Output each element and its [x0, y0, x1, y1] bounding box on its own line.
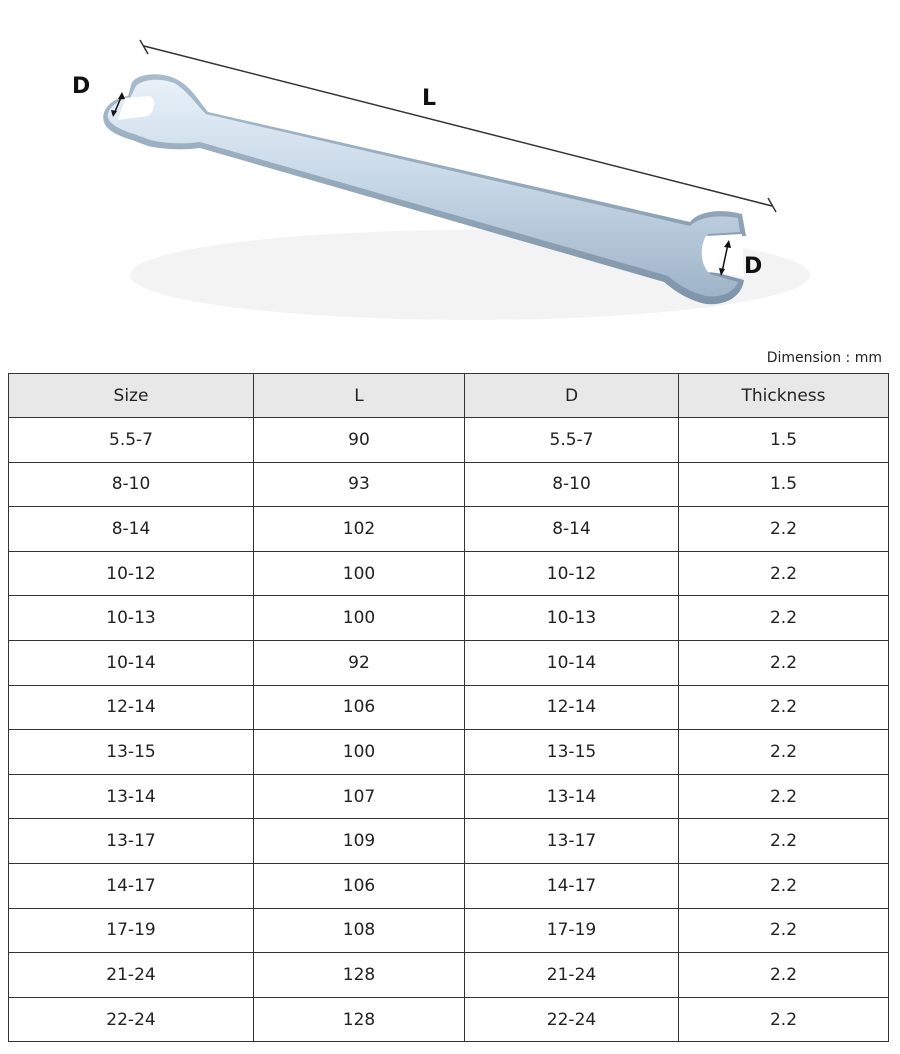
- table-row: [9, 640, 889, 685]
- cell-size: 13-14: [9, 774, 254, 819]
- cell-length: 128: [254, 953, 465, 998]
- table-row: [9, 730, 889, 775]
- table-row: [9, 507, 889, 552]
- cell-d: 22-24: [465, 997, 679, 1042]
- cell-size: 5.5-7: [9, 418, 254, 463]
- cell-size: 13-15: [9, 730, 254, 775]
- wrench-illustration: [0, 0, 900, 345]
- cell-size: 22-24: [9, 997, 254, 1042]
- cell-d: 13-15: [465, 730, 679, 775]
- cell-thickness: 2.2: [679, 774, 889, 819]
- cell-size: 10-14: [9, 640, 254, 685]
- table-row: [9, 418, 889, 463]
- cell-thickness: 1.5: [679, 418, 889, 463]
- left-jaw-label: D: [72, 74, 91, 99]
- cell-thickness: 2.2: [679, 596, 889, 641]
- cell-thickness: 2.2: [679, 819, 889, 864]
- cell-size: 14-17: [9, 863, 254, 908]
- table-row: [9, 863, 889, 908]
- table-row: [9, 819, 889, 864]
- cell-size: 21-24: [9, 953, 254, 998]
- cell-thickness: 2.2: [679, 685, 889, 730]
- header-d: D: [465, 374, 679, 418]
- length-label: L: [422, 86, 437, 111]
- cell-d: 13-14: [465, 774, 679, 819]
- table-row: [9, 685, 889, 730]
- cell-length: 100: [254, 551, 465, 596]
- cell-length: 106: [254, 863, 465, 908]
- cell-thickness: 2.2: [679, 551, 889, 596]
- cell-thickness: 2.2: [679, 997, 889, 1042]
- cell-thickness: 2.2: [679, 640, 889, 685]
- cell-d: 8-14: [465, 507, 679, 552]
- cell-size: 13-17: [9, 819, 254, 864]
- spec-table: [8, 373, 889, 1042]
- table-row: [9, 551, 889, 596]
- cell-length: 102: [254, 507, 465, 552]
- cell-length: 92: [254, 640, 465, 685]
- wrench-figure: [0, 0, 900, 345]
- cell-d: 14-17: [465, 863, 679, 908]
- cell-d: 8-10: [465, 462, 679, 507]
- header-thickness: Thickness: [679, 374, 889, 418]
- header-size: Size: [9, 374, 254, 418]
- cell-length: 100: [254, 596, 465, 641]
- table-row: [9, 997, 889, 1042]
- right-jaw-label: D: [744, 254, 763, 279]
- table-row: [9, 774, 889, 819]
- cell-d: 21-24: [465, 953, 679, 998]
- cell-d: 10-12: [465, 551, 679, 596]
- header-length: L: [254, 374, 465, 418]
- table-row: [9, 953, 889, 998]
- cell-length: 128: [254, 997, 465, 1042]
- table-row: [9, 462, 889, 507]
- cell-d: 12-14: [465, 685, 679, 730]
- table-row: [9, 908, 889, 953]
- cell-d: 17-19: [465, 908, 679, 953]
- cell-thickness: 1.5: [679, 462, 889, 507]
- cell-size: 8-10: [9, 462, 254, 507]
- cell-size: 10-12: [9, 551, 254, 596]
- cell-length: 90: [254, 418, 465, 463]
- cell-size: 10-13: [9, 596, 254, 641]
- unit-note: Dimension : mm: [766, 350, 882, 366]
- table-header-row: [9, 374, 889, 418]
- cell-thickness: 2.2: [679, 730, 889, 775]
- cell-thickness: 2.2: [679, 507, 889, 552]
- cell-thickness: 2.2: [679, 863, 889, 908]
- cell-length: 109: [254, 819, 465, 864]
- cell-d: 10-13: [465, 596, 679, 641]
- cell-d: 5.5-7: [465, 418, 679, 463]
- cell-length: 100: [254, 730, 465, 775]
- cell-thickness: 2.2: [679, 953, 889, 998]
- cell-thickness: 2.2: [679, 908, 889, 953]
- table-body: [9, 418, 889, 1042]
- cell-size: 8-14: [9, 507, 254, 552]
- cell-size: 12-14: [9, 685, 254, 730]
- cell-d: 13-17: [465, 819, 679, 864]
- cell-size: 17-19: [9, 908, 254, 953]
- cell-length: 93: [254, 462, 465, 507]
- cell-d: 10-14: [465, 640, 679, 685]
- table-row: [9, 596, 889, 641]
- cell-length: 106: [254, 685, 465, 730]
- cell-length: 107: [254, 774, 465, 819]
- cell-length: 108: [254, 908, 465, 953]
